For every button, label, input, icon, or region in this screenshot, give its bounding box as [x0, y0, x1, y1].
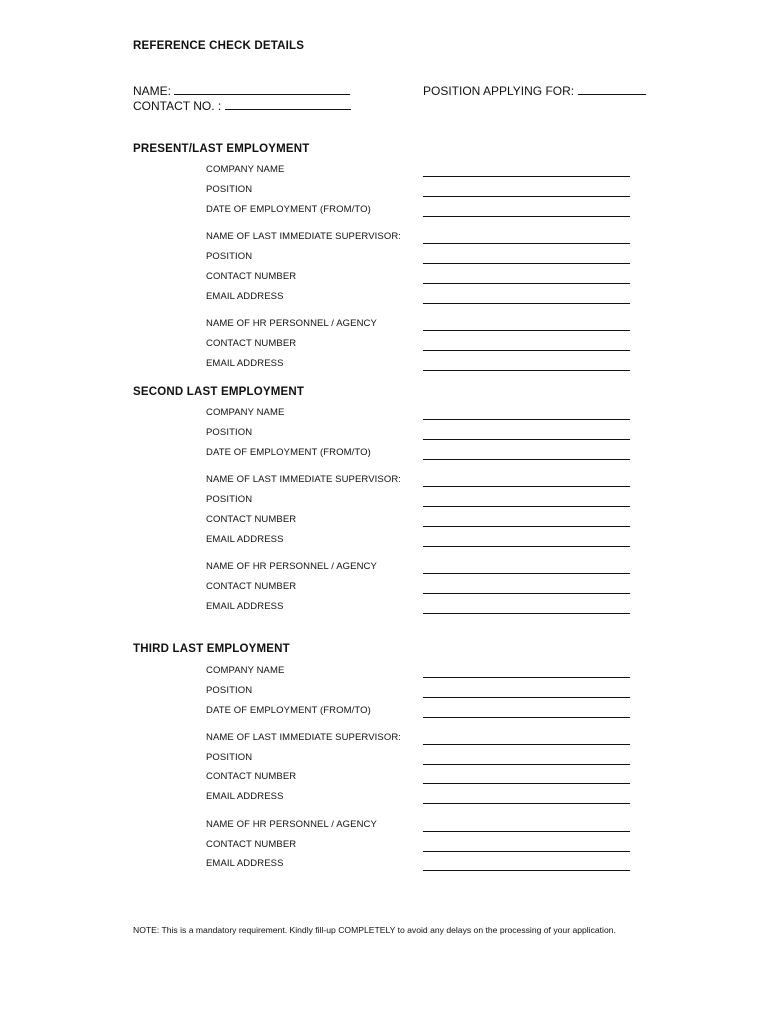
field-label-name-of-last-immediate-supervisor: NAME OF LAST IMMEDIATE SUPERVISOR: — [206, 732, 402, 743]
contact-no-input-line[interactable] — [225, 99, 351, 110]
form-row — [0, 474, 768, 488]
field-input-line[interactable] — [423, 283, 630, 284]
field-label-name-of-hr-personnel-agency: NAME OF HR PERSONNEL / AGENCY — [206, 561, 377, 572]
field-input-line[interactable] — [423, 717, 630, 718]
form-row — [0, 427, 768, 441]
field-label-company-name: COMPANY NAME — [206, 665, 285, 676]
name-field — [133, 84, 350, 98]
field-input-line[interactable] — [423, 459, 630, 460]
field-input-line[interactable] — [423, 764, 630, 765]
form-row — [0, 514, 768, 528]
field-label-date-of-employment-from-to: DATE OF EMPLOYMENT (FROM/TO) — [206, 204, 371, 215]
field-label-email-address: EMAIL ADDRESS — [206, 601, 284, 612]
field-input-line[interactable] — [423, 263, 630, 264]
field-label-email-address: EMAIL ADDRESS — [206, 791, 284, 802]
form-row — [0, 858, 768, 872]
field-input-line[interactable] — [423, 196, 630, 197]
field-input-line[interactable] — [423, 243, 630, 244]
field-label-position: POSITION — [206, 427, 253, 438]
field-input-line[interactable] — [423, 593, 630, 594]
section-heading: PRESENT/LAST EMPLOYMENT — [133, 143, 310, 155]
field-label-position: POSITION — [206, 184, 253, 195]
field-input-line[interactable] — [423, 486, 630, 487]
field-input-line[interactable] — [423, 546, 630, 547]
field-label-date-of-employment-from-to: DATE OF EMPLOYMENT (FROM/TO) — [206, 705, 371, 716]
form-row — [0, 752, 768, 766]
field-label-position: POSITION — [206, 494, 253, 505]
field-input-line[interactable] — [423, 216, 630, 217]
section-heading: SECOND LAST EMPLOYMENT — [133, 386, 305, 398]
section-heading: THIRD LAST EMPLOYMENT — [133, 643, 290, 655]
field-input-line[interactable] — [423, 803, 630, 804]
field-label-name-of-last-immediate-supervisor: NAME OF LAST IMMEDIATE SUPERVISOR: — [206, 231, 402, 242]
position-applying-label: POSITION APPLYING FOR: — [423, 84, 575, 98]
field-label-name-of-last-immediate-supervisor: NAME OF LAST IMMEDIATE SUPERVISOR: — [206, 474, 402, 485]
field-label-company-name: COMPANY NAME — [206, 407, 285, 418]
position-applying-field — [423, 84, 646, 98]
form-row — [0, 534, 768, 548]
field-input-line[interactable] — [423, 350, 630, 351]
field-label-name-of-hr-personnel-agency: NAME OF HR PERSONNEL / AGENCY — [206, 318, 377, 329]
field-input-line[interactable] — [423, 526, 630, 527]
field-label-email-address: EMAIL ADDRESS — [206, 358, 284, 369]
form-row — [0, 164, 768, 178]
form-row — [0, 271, 768, 285]
field-label-email-address: EMAIL ADDRESS — [206, 534, 284, 545]
form-row — [0, 819, 768, 833]
field-input-line[interactable] — [423, 783, 630, 784]
field-input-line[interactable] — [423, 744, 630, 745]
form-row — [0, 494, 768, 508]
form-row — [0, 204, 768, 218]
field-input-line[interactable] — [423, 851, 630, 852]
field-input-line[interactable] — [423, 330, 630, 331]
form-row — [0, 685, 768, 699]
field-input-line[interactable] — [423, 439, 630, 440]
field-label-position: POSITION — [206, 752, 253, 763]
form-row — [0, 291, 768, 305]
form-row — [0, 601, 768, 615]
field-input-line[interactable] — [423, 831, 630, 832]
field-label-company-name: COMPANY NAME — [206, 164, 285, 175]
position-applying-input-line[interactable] — [578, 84, 646, 95]
field-label-contact-number: CONTACT NUMBER — [206, 771, 297, 782]
field-label-contact-number: CONTACT NUMBER — [206, 338, 297, 349]
field-input-line[interactable] — [423, 176, 630, 177]
form-row — [0, 839, 768, 853]
contact-no-label: CONTACT NO. : — [133, 99, 222, 113]
field-input-line[interactable] — [423, 303, 630, 304]
field-input-line[interactable] — [423, 573, 630, 574]
field-input-line[interactable] — [423, 613, 630, 614]
form-row — [0, 251, 768, 265]
field-label-contact-number: CONTACT NUMBER — [206, 581, 297, 592]
form-row — [0, 358, 768, 372]
field-label-email-address: EMAIL ADDRESS — [206, 858, 284, 869]
form-row — [0, 407, 768, 421]
field-label-contact-number: CONTACT NUMBER — [206, 514, 297, 525]
field-label-position: POSITION — [206, 685, 253, 696]
field-label-name-of-hr-personnel-agency: NAME OF HR PERSONNEL / AGENCY — [206, 819, 377, 830]
form-row — [0, 791, 768, 805]
field-input-line[interactable] — [423, 677, 630, 678]
form-row — [0, 338, 768, 352]
field-input-line[interactable] — [423, 506, 630, 507]
name-label: NAME: — [133, 84, 172, 98]
footer-note: NOTE: This is a mandatory requirement. Kindly fill-up COMPLETELY to avoid any delays on the processing of your application. — [133, 925, 616, 935]
form-row — [0, 318, 768, 332]
field-input-line[interactable] — [423, 697, 630, 698]
form-row — [0, 771, 768, 785]
form-row — [0, 561, 768, 575]
field-input-line[interactable] — [423, 370, 630, 371]
field-label-contact-number: CONTACT NUMBER — [206, 839, 297, 850]
form-row — [0, 665, 768, 679]
field-input-line[interactable] — [423, 419, 630, 420]
form-row — [0, 447, 768, 461]
contact-no-field — [133, 99, 351, 113]
form-row — [0, 581, 768, 595]
name-input-line[interactable] — [174, 84, 350, 95]
form-row — [0, 705, 768, 719]
field-input-line[interactable] — [423, 870, 630, 871]
page-title: REFERENCE CHECK DETAILS — [133, 40, 305, 52]
form-row — [0, 732, 768, 746]
field-label-date-of-employment-from-to: DATE OF EMPLOYMENT (FROM/TO) — [206, 447, 371, 458]
field-label-position: POSITION — [206, 251, 253, 262]
field-label-contact-number: CONTACT NUMBER — [206, 271, 297, 282]
form-row — [0, 231, 768, 245]
form-row — [0, 184, 768, 198]
field-label-email-address: EMAIL ADDRESS — [206, 291, 284, 302]
